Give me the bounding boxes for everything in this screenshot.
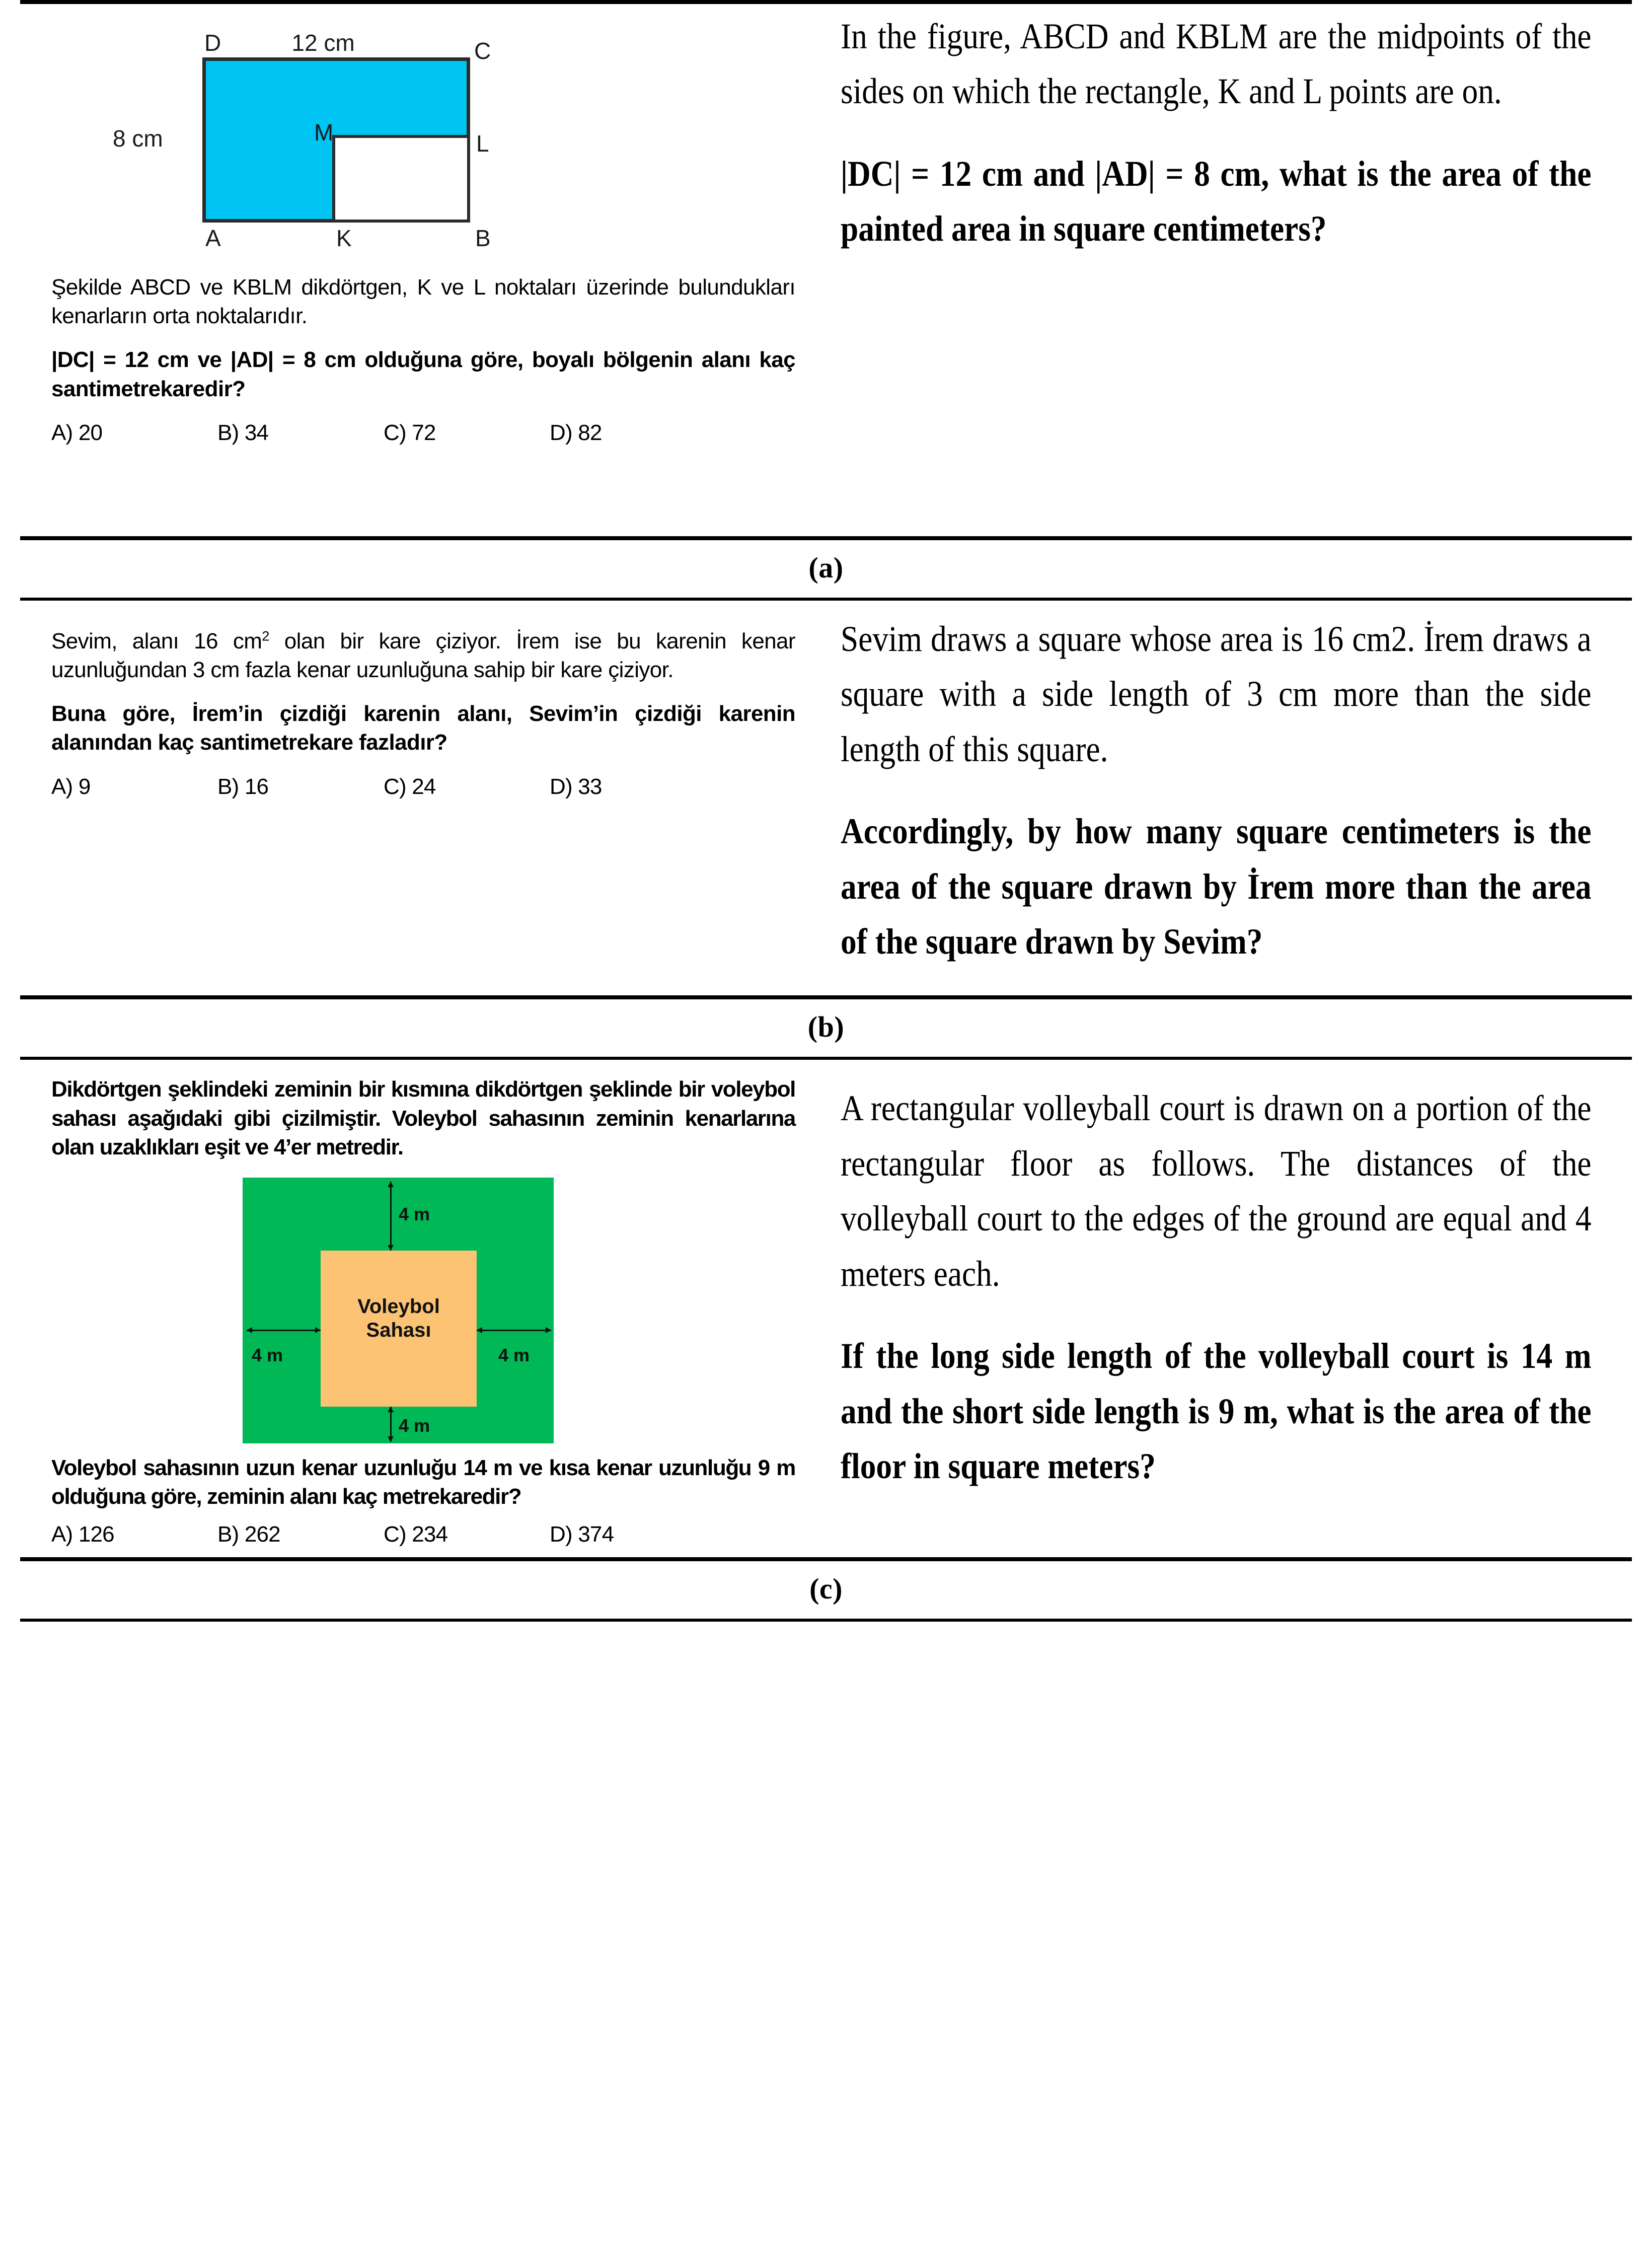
option-c[interactable]: C) 234 xyxy=(384,1522,448,1547)
vertex-label-l: L xyxy=(476,130,489,157)
option-c[interactable]: C) 72 xyxy=(384,420,436,445)
vertex-label-k: K xyxy=(336,225,352,251)
row-caption-a: (a) xyxy=(808,551,844,584)
spacer xyxy=(841,1301,1592,1329)
option-d[interactable]: D) 82 xyxy=(550,420,602,445)
court-label-line1: Voleybol xyxy=(357,1295,440,1318)
turkish-body-b-pre: Sevim, alanı 16 cm xyxy=(51,628,262,653)
english-question-b: Accordingly, by how many square centimeters is the area of the square drawn by İrem more than the area of the square drawn by Sevim? xyxy=(841,811,1592,962)
dimension-label-top: 12 cm xyxy=(291,30,355,56)
turkish-body-b-post: olan bir kare çiziyor. İrem ise bu karenin kenar uzunluğundan 3 cm fazla kenar uzunluğuna sahip bir kare çiziyor. xyxy=(51,628,795,682)
court-label-line2: Sahası xyxy=(366,1319,431,1342)
option-b[interactable]: B) 262 xyxy=(217,1522,280,1547)
rule-above-caption-a xyxy=(20,536,1632,540)
vertex-label-b: B xyxy=(475,225,491,251)
dimension-label-right: 4 m xyxy=(498,1344,530,1365)
rectangle-shape xyxy=(202,57,470,223)
option-c[interactable]: C) 24 xyxy=(384,774,436,799)
english-column-a xyxy=(825,4,1632,262)
figure-rectangle-abcd xyxy=(51,26,605,268)
english-question-a: |DC| = 12 cm and |AD| = 8 cm, what is the area of the painted area in square centimeters? xyxy=(841,153,1592,249)
english-column-b xyxy=(825,601,1632,975)
figure-volleyball-court xyxy=(51,1173,605,1444)
turkish-column-a xyxy=(20,4,825,451)
rule-above-caption-b xyxy=(20,995,1632,999)
turkish-column-b xyxy=(20,601,825,805)
row-caption-c: (c) xyxy=(809,1572,843,1606)
english-body-c: A rectangular volleyball court is drawn on a portion of the rectangular floor as follows. The distances of the volleyball court to the edges of the ground are equal and 4 meters each. xyxy=(841,1088,1592,1294)
turkish-options-c xyxy=(51,1522,795,1547)
rule-below-caption-c xyxy=(20,1619,1632,1622)
option-a[interactable]: A) 20 xyxy=(51,420,103,445)
question-row-c xyxy=(20,1060,1632,1552)
superscript-two: 2 xyxy=(262,628,269,644)
dimension-label-left: 4 m xyxy=(252,1344,283,1365)
dimension-arrow-top xyxy=(390,1182,392,1251)
dimension-label-top: 4 m xyxy=(399,1203,430,1224)
option-a[interactable]: A) 9 xyxy=(51,774,91,799)
court-label xyxy=(321,1295,477,1342)
spacer xyxy=(51,684,795,699)
spacer xyxy=(51,330,795,345)
rule-above-caption-c xyxy=(20,1557,1632,1561)
turkish-question-c: Voleybol sahasının uzun kenar uzunluğu 14 m ve kısa kenar uzunluğu 9 m olduğuna göre, zeminin alanı kaç metrekaredir? xyxy=(51,1455,795,1509)
option-b[interactable]: B) 16 xyxy=(217,774,269,799)
spacer xyxy=(841,777,1592,804)
turkish-options-b xyxy=(51,774,795,799)
vertex-label-m: M xyxy=(314,119,334,145)
dimension-label-bottom: 4 m xyxy=(399,1415,430,1436)
vertex-label-d: D xyxy=(204,30,221,56)
question-row-a xyxy=(20,4,1632,451)
option-d[interactable]: D) 374 xyxy=(550,1522,614,1547)
turkish-body-a: Şekilde ABCD ve KBLM dikdörtgen, K ve L noktaları üzerinde bulundukları kenarların orta noktalarıdır. xyxy=(51,275,795,329)
turkish-body-b xyxy=(51,627,795,684)
dimension-label-left: 8 cm xyxy=(113,125,163,152)
dimension-arrow-right xyxy=(477,1330,551,1331)
turkish-question-b: Buna göre, İrem’in çizdiği karenin alanı, Sevim’in çizdiği karenin alanından kaç santimetrekare fazladır? xyxy=(51,701,795,755)
english-body-b: Sevim draws a square whose area is 16 cm2. İrem draws a square with a side length of 3 cm more than the side length of this square. xyxy=(841,618,1592,769)
ground-area xyxy=(243,1178,554,1443)
turkish-column-c xyxy=(20,1060,825,1552)
english-column-c xyxy=(825,1060,1632,1499)
vertex-label-c: C xyxy=(474,38,491,64)
top-rule xyxy=(20,0,1632,4)
vertex-label-a: A xyxy=(205,225,221,251)
turkish-options-a xyxy=(51,420,795,446)
option-a[interactable]: A) 126 xyxy=(51,1522,114,1547)
english-question-c: If the long side length of the volleyball court is 14 m and the short side length is 9 m, what is the area of the floor in square meters? xyxy=(841,1336,1592,1486)
option-d[interactable]: D) 33 xyxy=(550,774,602,799)
turkish-question-a: |DC| = 12 cm ve |AD| = 8 cm olduğuna göre, boyalı bölgenin alanı kaç santimetrekaredir? xyxy=(51,347,795,401)
dimension-arrow-bottom xyxy=(390,1407,392,1442)
turkish-body-c: Dikdörtgen şeklindeki zeminin bir kısmına dikdörtgen şeklinde bir voleybol sahası aşağıdaki gibi çizilmiştir. Voleybol sahasının zeminin kenarlarına olan uzaklıkları eşit ve 4’er metredir. xyxy=(51,1077,795,1159)
option-b[interactable]: B) 34 xyxy=(217,420,269,445)
volleyball-court-area xyxy=(321,1251,477,1407)
english-body-a: In the figure, ABCD and KBLM are the midpoints of the sides on which the rectangle, K and L points are on. xyxy=(841,16,1592,112)
spacer xyxy=(841,119,1592,147)
question-row-b xyxy=(20,601,1632,975)
dimension-arrow-left xyxy=(247,1330,321,1331)
rectangle-notch xyxy=(332,135,467,220)
row-caption-b: (b) xyxy=(807,1010,845,1044)
